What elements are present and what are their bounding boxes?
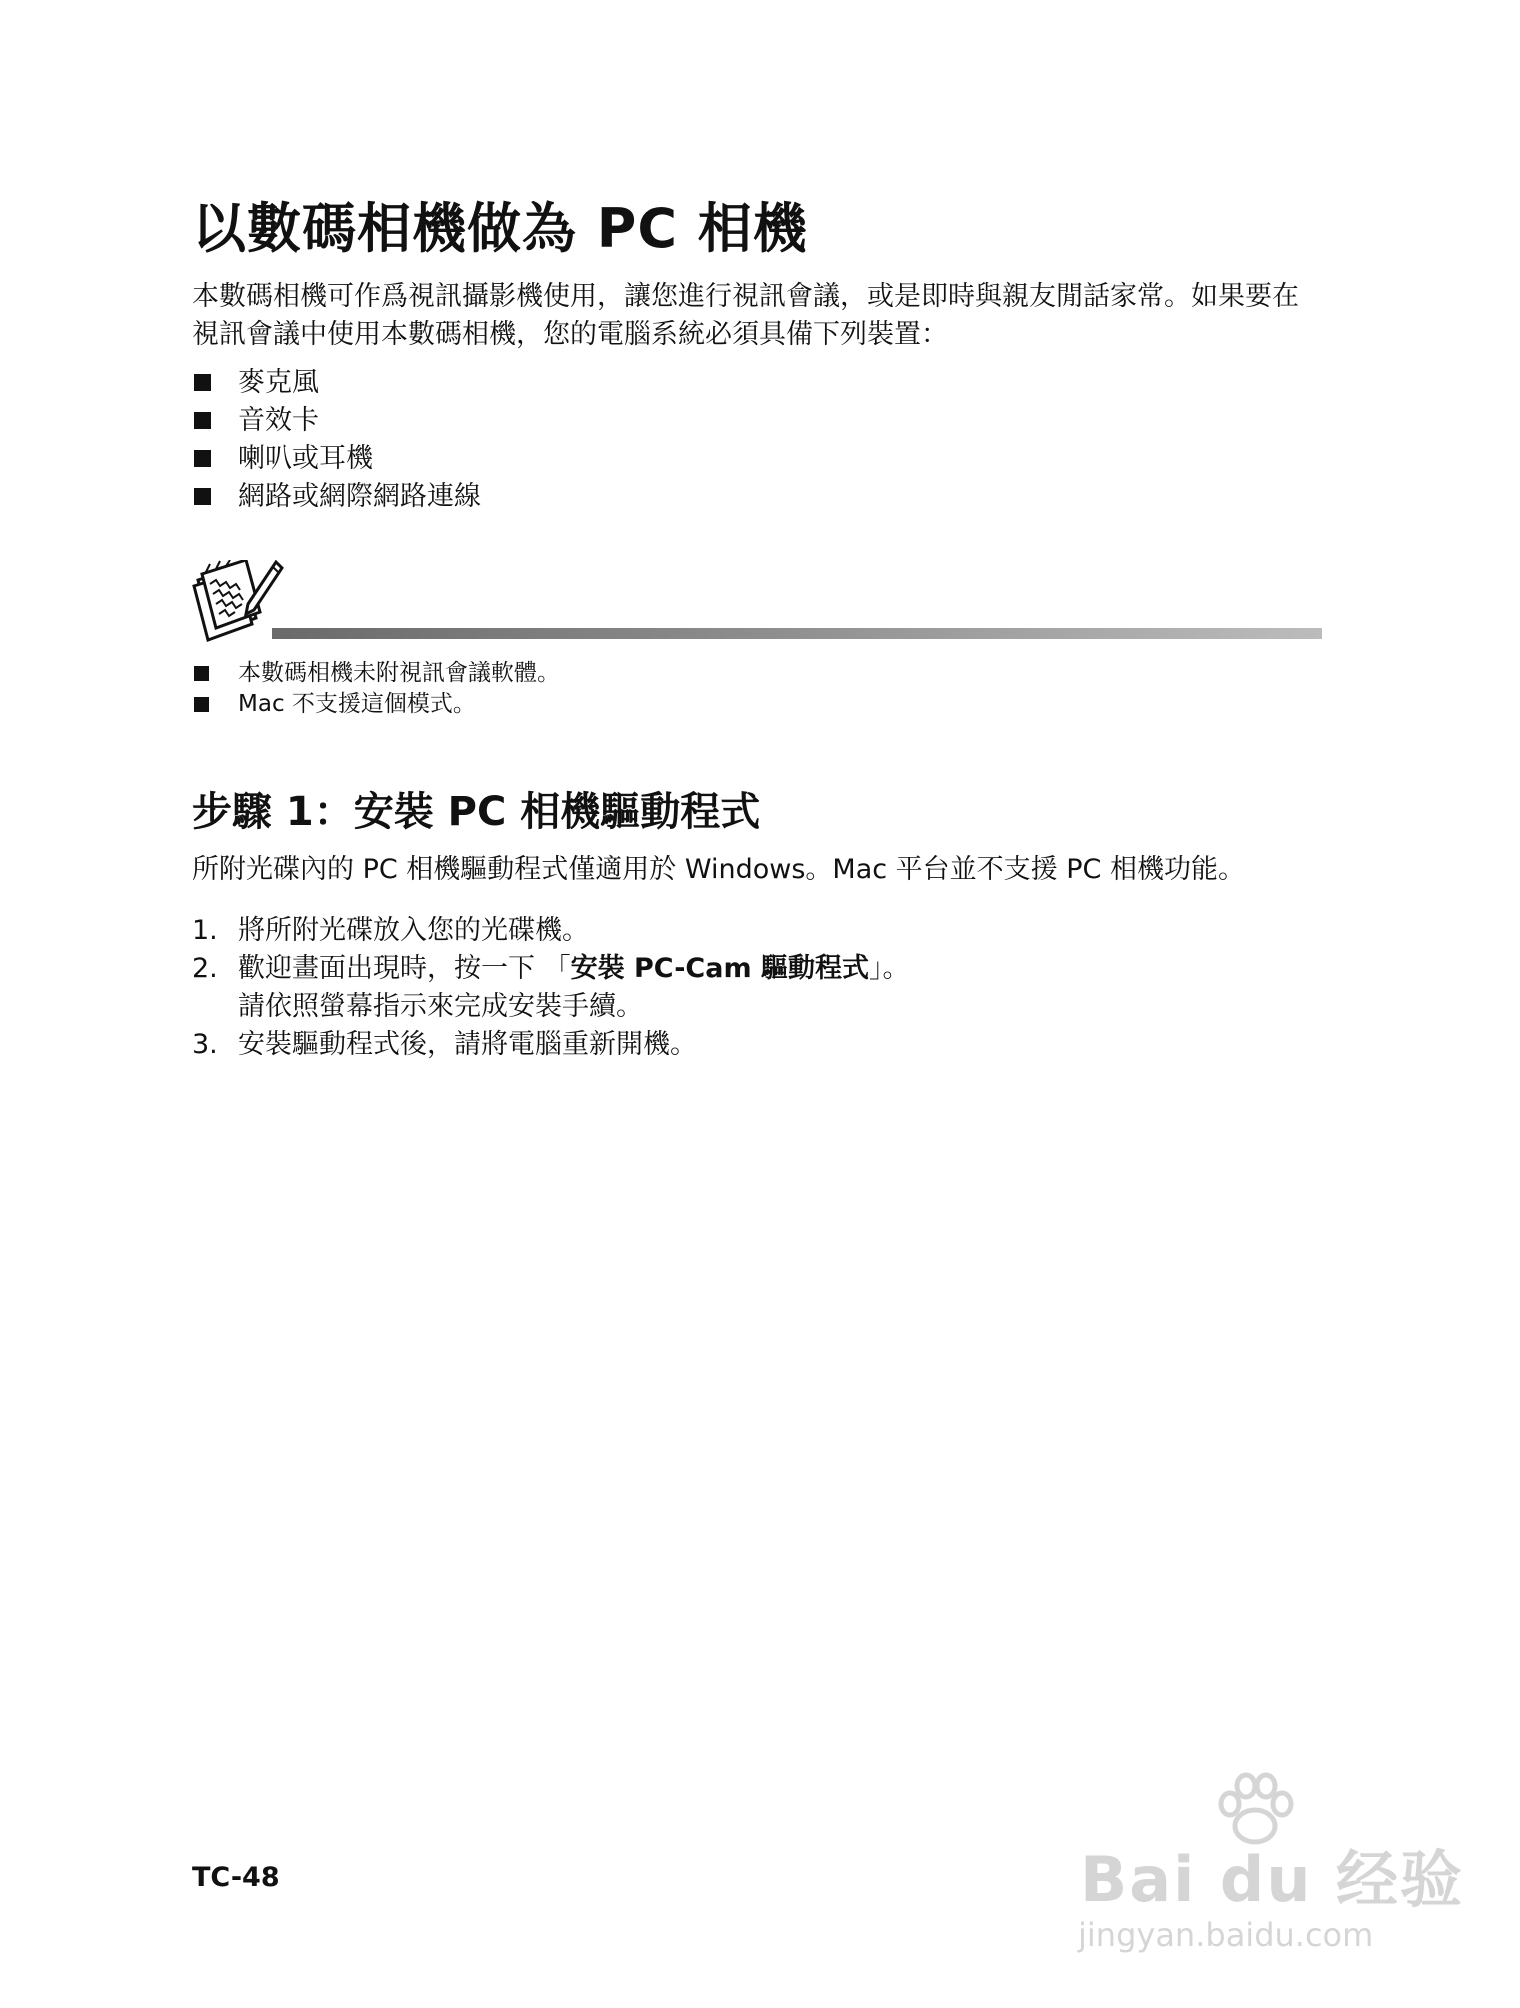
list-item: 音效卡 <box>192 402 481 440</box>
step-text: 將所附光碟放入您的光碟機。 <box>238 915 589 946</box>
square-bullet-icon <box>194 488 211 505</box>
baidu-watermark <box>1070 1770 1465 1970</box>
square-bullet-icon <box>194 450 211 467</box>
page-title: 以數碼相機做為 PC 相機 <box>192 197 808 260</box>
list-item <box>192 1026 910 1064</box>
list-item: 網路或網際網路連線 <box>192 478 481 516</box>
step-text-bold: 安裝 PC-Cam 驅動程式 <box>570 953 869 984</box>
step-subtext: 請依照螢幕指示來完成安裝手續。 <box>238 991 643 1022</box>
watermark-main: Bai du 经验 <box>1080 1843 1465 1916</box>
step-number: 3. <box>192 1029 218 1060</box>
square-bullet-icon <box>194 374 211 391</box>
list-item: Mac 不支援這個模式。 <box>192 689 560 720</box>
intro-paragraph: 本數碼相機可作爲視訊攝影機使用，讓您進行視訊會議，或是即時與親友閒話家常。如果要在視訊會議中使用本數碼相機，您的電腦系統必須具備下列裝置： <box>192 281 1299 350</box>
step-text: 歡迎畫面出現時，按一下 「 <box>238 953 571 984</box>
step-number: 1. <box>192 915 218 946</box>
notepad-pencil-icon <box>192 560 284 652</box>
list-item: 本數碼相機未附視訊會議軟體。 <box>192 658 560 689</box>
step-text: 」。 <box>869 953 910 984</box>
step-description: 所附光碟內的 PC 相機驅動程式僅適用於 Windows。Mac 平台並不支援 PC 相機功能。 <box>192 854 1245 885</box>
list-item: 麥克風 <box>192 364 481 402</box>
note-divider-bar <box>272 628 1322 639</box>
steps-list <box>192 912 910 1064</box>
step-heading: 步驟 1：安裝 PC 相機驅動程式 <box>192 789 761 835</box>
square-bullet-icon <box>194 697 209 712</box>
list-item <box>192 950 910 1026</box>
step-number: 2. <box>192 953 218 984</box>
square-bullet-icon <box>194 666 209 681</box>
list-item <box>192 912 910 950</box>
list-item: 喇叭或耳機 <box>192 440 481 478</box>
square-bullet-icon <box>194 412 211 429</box>
requirements-list <box>192 364 481 516</box>
notes-list <box>192 658 560 720</box>
watermark-url: jingyan.baidu.com <box>1078 1916 1374 1954</box>
page-number: TC-48 <box>192 1862 280 1893</box>
step-text: 安裝驅動程式後，請將電腦重新開機。 <box>238 1029 697 1060</box>
